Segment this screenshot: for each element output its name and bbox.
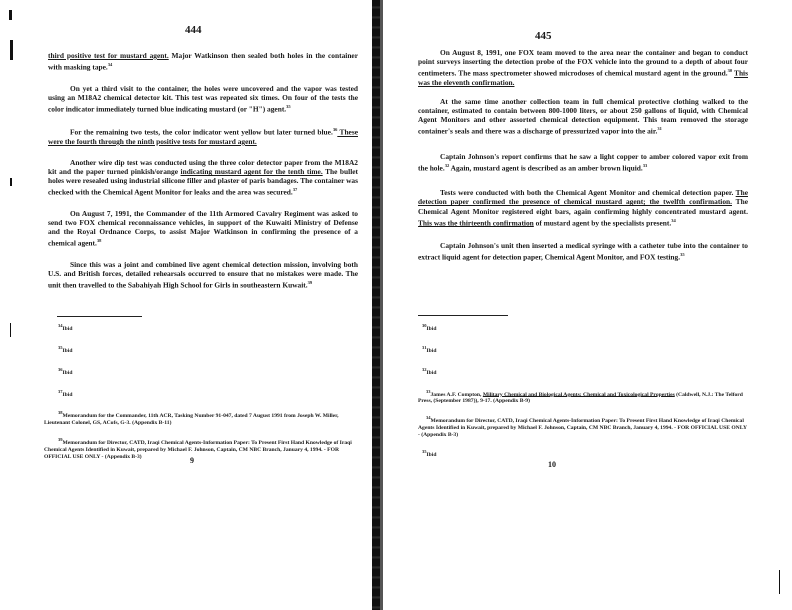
footnote-ref: 34 [107, 62, 113, 68]
paragraph: Captain Johnson's report confirms that he saw a light copper to amber colored vapor exit from the hole.$^{32}$ Again, mustard agent is described as an amber brown liquid.$^{33}$ [418, 151, 748, 173]
footnote-ref: 35 [680, 252, 685, 258]
footnote: $^{33}$James A.F. Compton, Military Chemical and Biological Agents: Chemical and Toxicological Properties (Caldwell, N.J.: The Telford Press, (September 1987)), 9-17. (Appendix B-9) [418, 388, 743, 405]
footnote-ref: 39 [307, 279, 313, 285]
paragraph: Another wire dip test was conducted using the three color detector paper from the M18A2 kit and the paper turned pinkish/orange indicating mustard agent for the tenth time. The bullet holes were resealed using industrial silicone filler and plaster of paris bandages. The container was checked with the Chemical Agent Monitor for leaks and the area was secured.$^{37}$ [48, 158, 358, 197]
scan-mark [9, 10, 12, 20]
footnote-ref: 38 [96, 238, 102, 244]
left-page [0, 0, 380, 610]
paragraph: On August 8, 1991, one FOX team moved to the area near the container and began to conduct point surveys inserting the detection probe of the FOX vehicle into the ground to a depth of about four centimeters. The mass spectrometer showed microdoses of chemical mustard agent in the ground.$^{30}$ This was the eleventh confirmation. [418, 48, 748, 87]
page-number: 10 [548, 460, 556, 469]
emphasis: third positive test for mustard agent. [48, 51, 169, 60]
footnote: $^{35}$Ibid [422, 449, 437, 459]
paragraph: third positive test for mustard agent. Major Watkinson then sealed both holes in the container with masking tape.$^{34}$ [48, 51, 358, 72]
footnote-rule [57, 316, 142, 317]
paragraph: For the remaining two tests, the color indicator went yellow but later turned blue.$^{36}$ These were the fourth through the ninth positive tests for mustard agent. [48, 127, 358, 146]
footnote-ref: 31 [657, 126, 662, 132]
footnote: $^{32}$Ibid [422, 366, 437, 376]
footnote: $^{35}$Ibid [58, 344, 73, 354]
emphasis: The detection paper confirmed the presence of chemical mustard agent; the twelfth confirmation. [418, 188, 748, 207]
footnote-rule [418, 315, 508, 316]
body-text [418, 48, 748, 274]
page-header: 444 [185, 24, 202, 36]
page-header: 445 [535, 30, 552, 42]
page-number: 9 [190, 456, 194, 465]
footnote: $^{34}$Memorandum for Director, CATD, Iraqi Chemical Agents-Information Paper: To Present First Hand Knowledge of Iraqi Chemical Agents Identified in Kuwait, prepared by Michael F. Johnson, Captain, CM NBC Branch, January 4, 1994. - FOR OFFICIAL USE ONLY - (Appendix B-3) [418, 415, 747, 439]
footnote: $^{37}$Ibid [58, 388, 73, 398]
emphasis: indicating mustard agent for the tenth time. [180, 167, 323, 177]
scan-mark [10, 323, 11, 337]
footnote-ref: 33 [642, 162, 648, 168]
footnotes [418, 322, 748, 468]
footnote: $^{38}$Memorandum for the Commander, 11th ACR, Tasking Number 91-047, dated 7 August 1991 from Joseph W. Miller, Lieutenant Colonel, GS, ACofs, G-3. (Appendix B-11) [44, 410, 339, 427]
scan-mark [779, 570, 780, 594]
citation-title: Military Chemical and Biological Agents: Chemical and Toxicological Properties [482, 391, 675, 398]
footnotes [44, 322, 354, 470]
paragraph: On yet a third visit to the container, the holes were uncovered and the vapor was tested using an M18A2 chemical detector kit. This test was repeated six times. On four of the tests the color indicator immediately turned blue indicating mustard (or "H") agent.$^{35}$ [48, 83, 358, 114]
emphasis: This was the thirteenth confirmation [418, 218, 534, 228]
footnote-ref: 36 [332, 127, 338, 133]
paragraph: Since this was a joint and combined live agent chemical detection mission, involving both U.S. and British forces, detailed rehearsals occurred to ensure that no mistakes were made. The unit then travelled to the Sabahiyah High School for Girls in southeastern Kuwait.$^{39}$ [48, 259, 358, 290]
emphasis: These were the fourth through the ninth positive tests for mustard agent. [48, 127, 358, 146]
paragraph: At the same time another collection team in full chemical protective clothing walked to the container, estimated to contain between 800-1000 liters, or about 250 gallons of liquid, with Chemical Agent Monitors and other assorted chemical detection equipment. This team removed the storage container's seals and there was a discharge of pressurized vapor into the air.$^{31}$ [418, 96, 748, 136]
body-text [48, 51, 358, 302]
paragraph: Tests were conducted with both the Chemical Agent Monitor and chemical detection paper. The detection paper confirmed the presence of chemical mustard agent; the twelfth confirmation. The Chemical Agent Monitor registered eight bars, again confirming highly concentrated mustard agent. This was the thirteenth confirmation of mustard agent by the specialists present.$^{34}$ [418, 188, 748, 228]
footnote-ref: 32 [444, 162, 450, 168]
footnote-ref: 30 [727, 68, 733, 74]
paragraph: Captain Johnson's unit then inserted a medical syringe with a catheter tube into the container to extract liquid agent for detection paper, Chemical Agent Monitor, and FOX testing.$^{35}$ [418, 241, 748, 262]
scan-mark [10, 178, 12, 186]
paragraph: On August 7, 1991, the Commander of the 11th Armored Cavalry Regiment was asked to send two FOX chemical reconnaissance vehicles, in support of the Kuwaiti Ministry of Defense and the Royal Ordnance Corps, to assist Major Watkinson in confirming the presence of a chemical agent.$^{38}$ [48, 208, 358, 248]
emphasis: This was the eleventh confirmation. [418, 68, 748, 87]
footnote: $^{36}$Ibid [58, 366, 73, 376]
right-page [392, 0, 792, 610]
footnote: $^{30}$Ibid [422, 323, 437, 332]
footnote: $^{34}$Ibid [58, 323, 73, 332]
book-spine-edge [380, 0, 383, 610]
footnote-ref: 35 [286, 103, 291, 109]
footnote: $^{31}$Ibid [422, 344, 437, 354]
footnote-ref: 34 [671, 217, 676, 223]
footnote-ref: 37 [292, 187, 298, 193]
footnote: $^{39}$Memorandum for Director, CATD, Iraqi Chemical Agents-Information Paper: To Present First Hand Knowledge of Iraqi Chemical Agents Identified in Kuwait, prepared by Michael F. Johnson, Captain, CM NBC Branch, January 4, 1994. - FOR OFFICIAL USE ONLY - (Appendix B-3) [44, 437, 352, 461]
scan-mark [10, 40, 13, 60]
